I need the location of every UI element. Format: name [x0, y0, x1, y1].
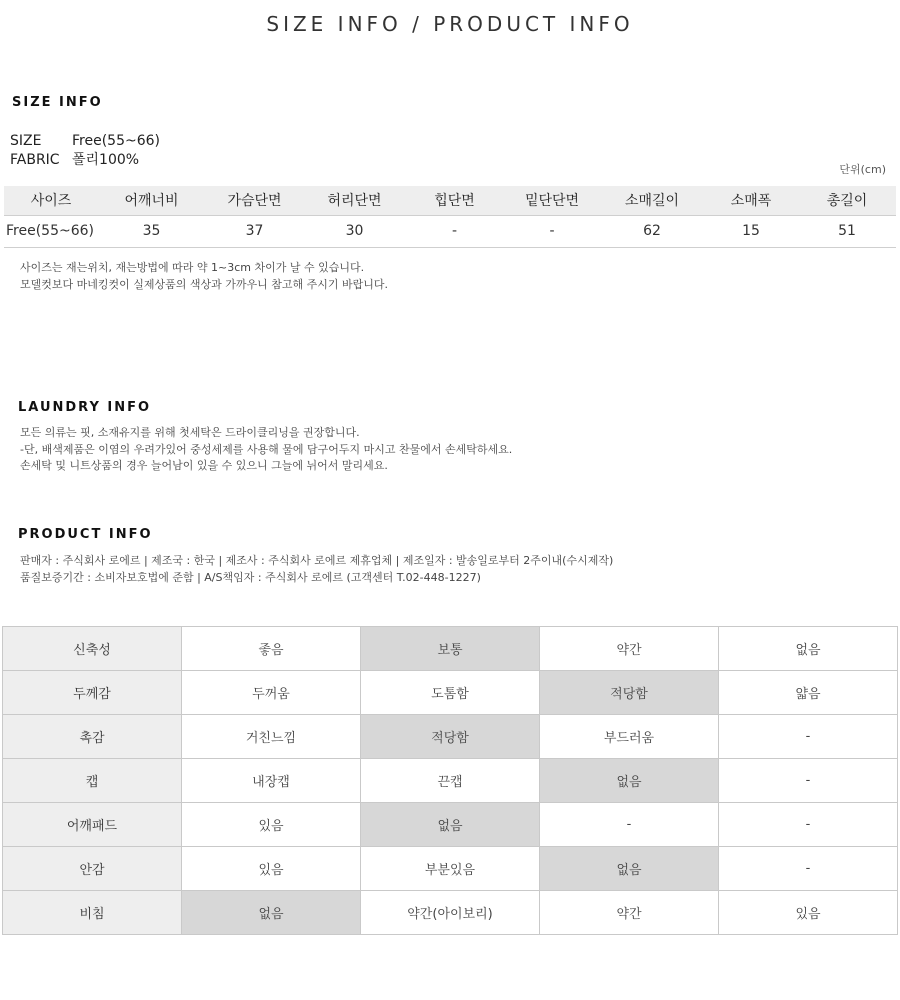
- fabric-key: FABRIC: [10, 152, 60, 168]
- property-label: 어깨패드: [3, 803, 182, 847]
- size-cell: 30: [304, 215, 405, 247]
- size-cell: 62: [600, 215, 704, 247]
- size-col-header: 허리단면: [304, 186, 405, 215]
- property-label: 두께감: [3, 671, 182, 715]
- property-option: -: [719, 759, 898, 803]
- property-label: 안감: [3, 847, 182, 891]
- property-label: 캡: [3, 759, 182, 803]
- property-option: 도톰함: [361, 671, 540, 715]
- size-cell: 37: [205, 215, 304, 247]
- property-label: 촉감: [3, 715, 182, 759]
- product-info-heading: PRODUCT INFO: [18, 527, 153, 542]
- property-option-selected: 없음: [540, 847, 719, 891]
- property-option: 부분있음: [361, 847, 540, 891]
- size-col-header: 소매폭: [704, 186, 798, 215]
- property-option: 부드러움: [540, 715, 719, 759]
- size-col-header: 총길이: [798, 186, 896, 215]
- size-col-header: 힙단면: [405, 186, 504, 215]
- property-option: 없음: [719, 627, 898, 671]
- size-value: Free(55~66): [72, 133, 160, 149]
- size-cell: 51: [798, 215, 896, 247]
- product-line: 품질보증기간 : 소비자보호법에 준함 | A/S책임자 : 주식회사 로에르 (고객센터 T.02-448-1227): [20, 570, 481, 584]
- property-table: [2, 626, 898, 935]
- fabric-value: 폴리100%: [72, 152, 140, 168]
- size-notes: [20, 260, 388, 293]
- note-line: 모델컷보다 마네킹컷이 실제상품의 색상과 가까우니 참고해 주시기 바랍니다.: [20, 277, 389, 291]
- size-col-header: 가슴단면: [205, 186, 304, 215]
- size-col-header: 어깨너비: [98, 186, 205, 215]
- size-table: [4, 186, 896, 248]
- fabric-spec: [10, 149, 139, 169]
- property-option-selected: 적당함: [540, 671, 719, 715]
- property-option: 거친느낌: [182, 715, 361, 759]
- size-cell: 35: [98, 215, 205, 247]
- property-option: -: [719, 715, 898, 759]
- property-option-selected: 없음: [361, 803, 540, 847]
- size-cell: -: [405, 215, 504, 247]
- property-option: 얇음: [719, 671, 898, 715]
- property-option: 있음: [719, 891, 898, 935]
- size-spec: [10, 133, 160, 149]
- property-option: 좋음: [182, 627, 361, 671]
- size-col-header: 밑단단면: [504, 186, 600, 215]
- property-option: 두꺼움: [182, 671, 361, 715]
- laundry-notes: [20, 425, 512, 475]
- property-option-selected: 없음: [540, 759, 719, 803]
- size-table-header: [4, 186, 896, 215]
- property-row: [3, 671, 898, 715]
- property-row: [3, 627, 898, 671]
- property-row: [3, 847, 898, 891]
- property-option: 약간(아이보리): [361, 891, 540, 935]
- property-row: [3, 891, 898, 935]
- size-col-header: 사이즈: [4, 186, 98, 215]
- property-option-selected: 적당함: [361, 715, 540, 759]
- product-line: 판매자 : 주식회사 로에르 | 제조국 : 한국 | 제조사 : 주식회사 로에르 제휴업체 | 제조일자 : 발송일로부터 2주이내(수시제작): [20, 554, 614, 567]
- property-option: 내장캡: [182, 759, 361, 803]
- size-cell: Free(55~66): [4, 215, 98, 247]
- size-col-header: 소매길이: [600, 186, 704, 215]
- property-option: -: [719, 803, 898, 847]
- property-row: [3, 803, 898, 847]
- unit-label: 단위(cm): [839, 163, 886, 176]
- property-row: [3, 715, 898, 759]
- property-option: 약간: [540, 891, 719, 935]
- property-option-selected: 없음: [182, 891, 361, 935]
- property-option-selected: 보통: [361, 627, 540, 671]
- note-line: 사이즈는 재는위치, 재는방법에 따라 약 1~3cm 차이가 날 수 있습니다.: [20, 261, 365, 274]
- property-option: 있음: [182, 847, 361, 891]
- size-key: SIZE: [10, 133, 42, 149]
- page-title: SIZE INFO / PRODUCT INFO: [266, 12, 634, 36]
- property-option: 있음: [182, 803, 361, 847]
- laundry-line: 손세탁 및 니트상품의 경우 늘어남이 있을 수 있으니 그늘에 뉘어서 말리세요.: [20, 459, 388, 472]
- property-label: 비침: [3, 891, 182, 935]
- property-option: 약간: [540, 627, 719, 671]
- laundry-line: -단, 배색제품은 이염의 우려가있어 중성세제를 사용해 물에 담구어두지 마시고 찬물에서 손세탁하세요.: [20, 442, 513, 456]
- property-row: [3, 759, 898, 803]
- property-option: -: [540, 803, 719, 847]
- laundry-info-heading: LAUNDRY INFO: [18, 400, 152, 415]
- size-cell: -: [504, 215, 600, 247]
- property-label: 신축성: [3, 627, 182, 671]
- size-cell: 15: [704, 215, 798, 247]
- laundry-line: 모든 의류는 핏, 소재유지를 위해 첫세탁은 드라이클리닝을 권장합니다.: [20, 426, 360, 439]
- property-option: 끈캡: [361, 759, 540, 803]
- property-option: -: [719, 847, 898, 891]
- size-info-heading: SIZE INFO: [12, 95, 103, 110]
- table-row: [4, 215, 896, 247]
- product-notes: [20, 553, 613, 586]
